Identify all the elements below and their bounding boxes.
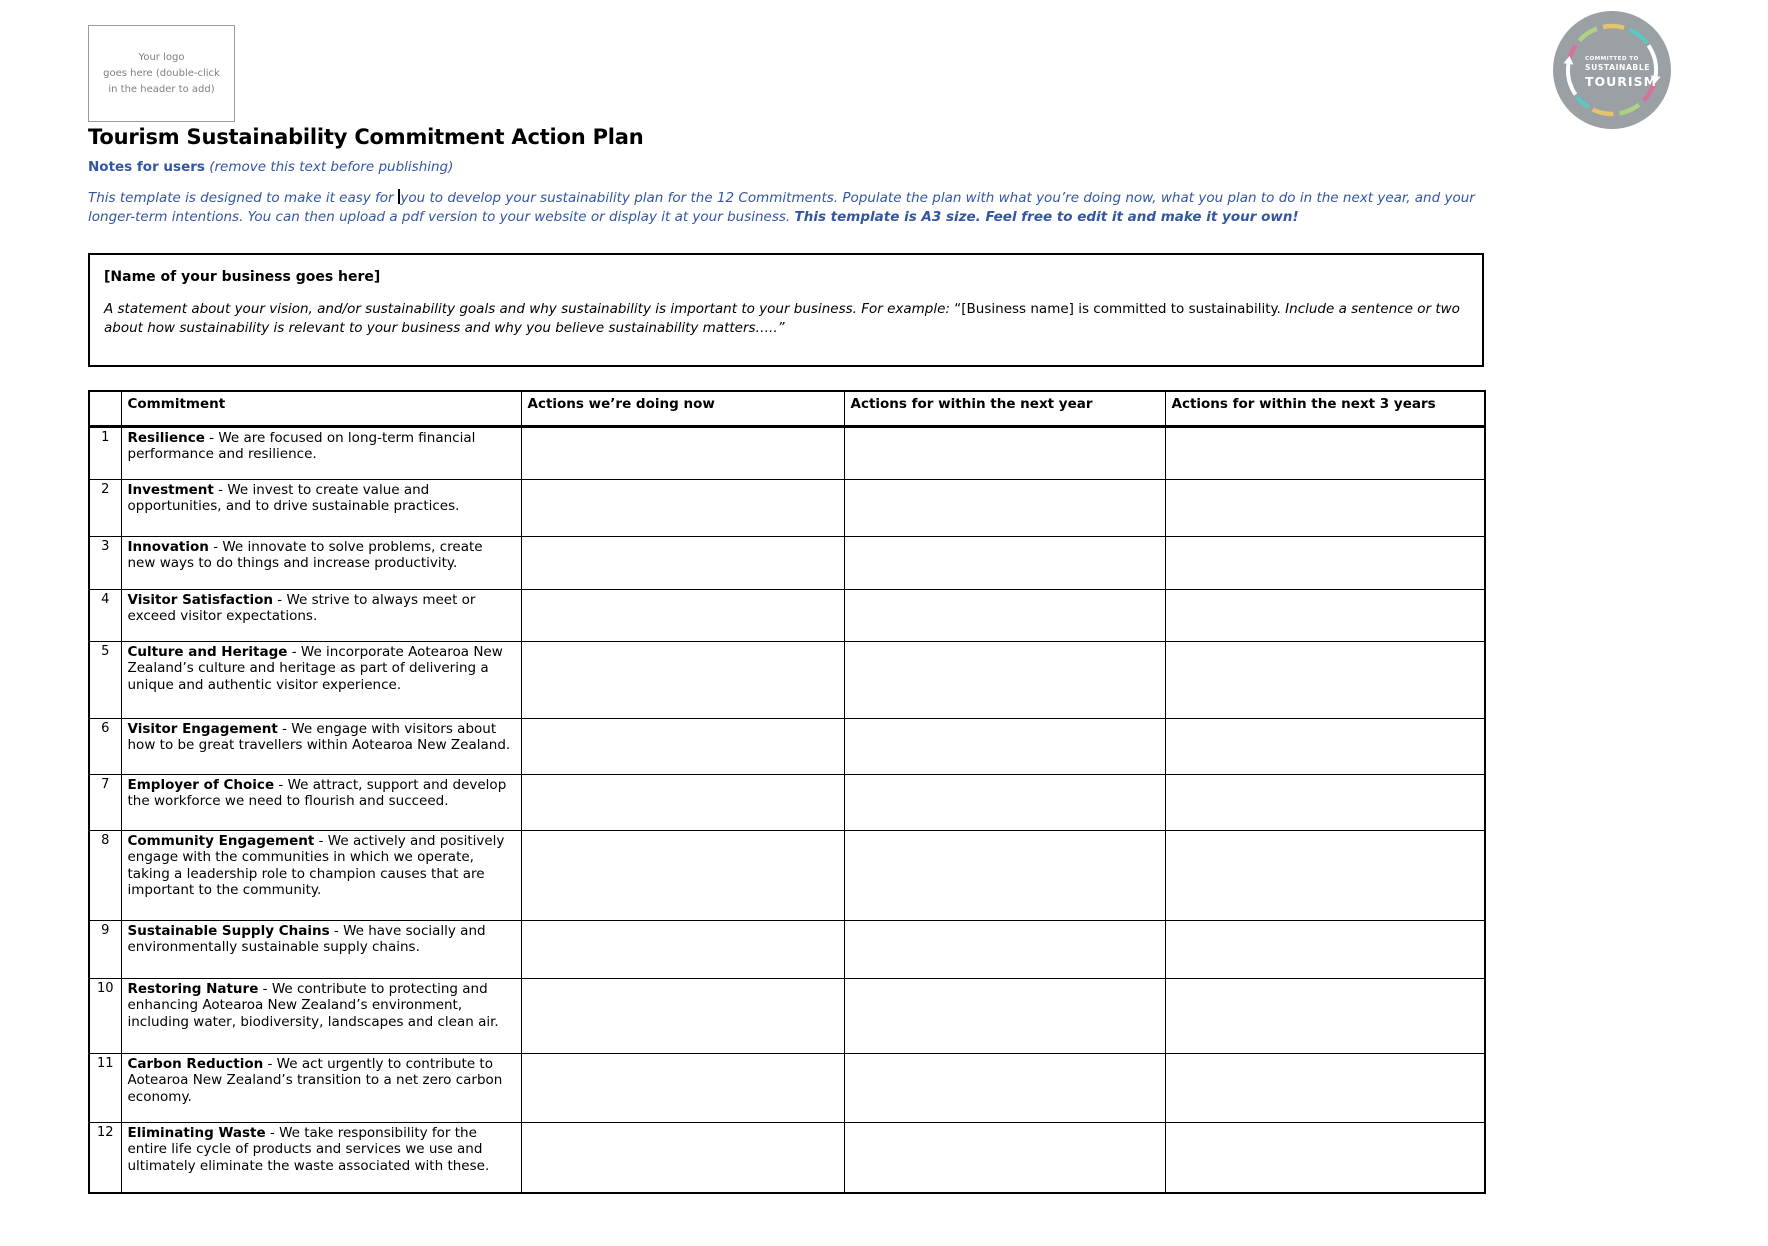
logo-placeholder-text-line2: goes here (double-click (103, 67, 220, 79)
table-row (89, 1122, 1485, 1193)
actions-now-cell[interactable] (521, 1122, 844, 1193)
sustainable-tourism-logo (1552, 10, 1672, 130)
commitment-desc: - We invest to create value and opportunities, and to drive sustainable practices. (127, 481, 460, 514)
table-row (89, 426, 1485, 479)
table-row (89, 536, 1485, 589)
commitment-desc: - We engage with visitors about how to be great travellers within Aotearoa New Zealand. (127, 720, 511, 753)
row-number: 6 (89, 718, 121, 774)
actions-next-year-cell[interactable] (844, 774, 1165, 830)
actions-3-years-cell[interactable] (1165, 1053, 1485, 1122)
commitment-cell (121, 920, 521, 978)
header-actions-next-year: Actions for within the next year (844, 391, 1165, 426)
table-row (89, 978, 1485, 1053)
statement-text-4: about how sustainability is relevant to your business and why you believe sustainability matters…..” (104, 320, 785, 336)
actions-now-cell[interactable] (521, 479, 844, 536)
badge-text-tourism: TOURISM (1585, 74, 1658, 89)
commitment-desc: - We strive to always meet or exceed visitor expectations. (127, 591, 476, 624)
row-number: 11 (89, 1053, 121, 1122)
commitment-cell (121, 589, 521, 641)
actions-3-years-cell[interactable] (1165, 589, 1485, 641)
commitment-desc: - We act urgently to contribute to Aotearoa New Zealand’s transition to a net zero carbon economy. (127, 1055, 503, 1105)
intro-text-bold: This template is A3 size. Feel free to edit it and make it your own! (794, 209, 1299, 225)
actions-3-years-cell[interactable] (1165, 830, 1485, 920)
statement-text-3: Include a sentence or two (1285, 301, 1460, 317)
commitment-term: Sustainable Supply Chains (127, 922, 330, 939)
table-row (89, 479, 1485, 536)
actions-next-year-cell[interactable] (844, 1122, 1165, 1193)
actions-3-years-cell[interactable] (1165, 978, 1485, 1053)
business-name-placeholder[interactable]: [Name of your business goes here] (104, 269, 381, 285)
row-number: 3 (89, 536, 121, 589)
intro-paragraph[interactable] (88, 189, 1718, 227)
badge-text-sustainable: SUSTAINABLE (1585, 63, 1651, 72)
actions-next-year-cell[interactable] (844, 479, 1165, 536)
actions-3-years-cell[interactable] (1165, 718, 1485, 774)
commitment-desc: - We are focused on long-term financial performance and resilience. (127, 429, 476, 462)
actions-next-year-cell[interactable] (844, 536, 1165, 589)
notes-label: Notes for users (88, 159, 205, 175)
row-number: 10 (89, 978, 121, 1053)
actions-now-cell[interactable] (521, 830, 844, 920)
commitment-cell (121, 718, 521, 774)
business-statement-box[interactable] (88, 253, 1484, 367)
actions-3-years-cell[interactable] (1165, 1122, 1485, 1193)
commitment-cell (121, 774, 521, 830)
commitment-desc: - We have socially and environmentally sustainable supply chains. (127, 922, 486, 955)
actions-3-years-cell[interactable] (1165, 774, 1485, 830)
row-number: 1 (89, 426, 121, 479)
commitment-term: Resilience (127, 429, 205, 446)
commitment-cell (121, 830, 521, 920)
actions-3-years-cell[interactable] (1165, 536, 1485, 589)
intro-text-3: longer-term intentions. You can then upload a pdf version to your website or display it at your business. (88, 209, 795, 225)
commitment-term: Investment (127, 481, 214, 498)
header-actions-3-years: Actions for within the next 3 years (1165, 391, 1485, 426)
commitment-term: Culture and Heritage (127, 643, 288, 660)
logo-placeholder-box[interactable] (88, 25, 235, 122)
commitments-table (88, 390, 1486, 1194)
actions-3-years-cell[interactable] (1165, 920, 1485, 978)
vision-statement-text[interactable] (104, 300, 1466, 338)
commitment-desc: - We contribute to protecting and enhancing Aotearoa New Zealand’s environment, including water, biodiversity, landscapes and clean air. (127, 980, 499, 1030)
actions-3-years-cell[interactable] (1165, 479, 1485, 536)
commitment-cell (121, 1053, 521, 1122)
table-row (89, 641, 1485, 718)
commitment-cell (121, 426, 521, 479)
table-row (89, 718, 1485, 774)
actions-now-cell[interactable] (521, 641, 844, 718)
actions-next-year-cell[interactable] (844, 978, 1165, 1053)
commitment-term: Community Engagement (127, 832, 315, 849)
intro-text-1: This template is designed to make it easy for (88, 190, 398, 206)
commitment-term: Visitor Satisfaction (127, 591, 273, 608)
intro-text-2: you to develop your sustainability plan for the 12 Commitments. Populate the plan with what you’re doing now, what you plan to do in the next year, and your (400, 190, 1475, 206)
actions-3-years-cell[interactable] (1165, 426, 1485, 479)
table-row (89, 830, 1485, 920)
actions-3-years-cell[interactable] (1165, 641, 1485, 718)
commitment-desc: - We actively and positively engage with the communities in which we operate, taking a leadership role to champion causes that are important to the community. (127, 832, 505, 898)
row-number: 7 (89, 774, 121, 830)
row-number: 5 (89, 641, 121, 718)
actions-next-year-cell[interactable] (844, 641, 1165, 718)
logo-placeholder-text-line3: in the header to add) (108, 83, 215, 95)
commitment-cell (121, 479, 521, 536)
actions-next-year-cell[interactable] (844, 830, 1165, 920)
commitment-cell (121, 978, 521, 1053)
page-title: Tourism Sustainability Commitment Action Plan (88, 125, 644, 149)
notes-for-users-line[interactable] (88, 159, 453, 175)
commitment-cell (121, 1122, 521, 1193)
actions-now-cell[interactable] (521, 589, 844, 641)
actions-now-cell[interactable] (521, 718, 844, 774)
actions-now-cell[interactable] (521, 1053, 844, 1122)
actions-now-cell[interactable] (521, 978, 844, 1053)
table-row (89, 774, 1485, 830)
row-number: 2 (89, 479, 121, 536)
actions-next-year-cell[interactable] (844, 589, 1165, 641)
actions-next-year-cell[interactable] (844, 920, 1165, 978)
row-number: 9 (89, 920, 121, 978)
table-row (89, 920, 1485, 978)
commitment-term: Eliminating Waste (127, 1124, 266, 1141)
table-row (89, 589, 1485, 641)
commitment-cell (121, 536, 521, 589)
badge-text-committed-to: COMMITTED TO (1585, 56, 1639, 62)
actions-now-cell[interactable] (521, 774, 844, 830)
actions-now-cell[interactable] (521, 426, 844, 479)
commitment-desc: - We incorporate Aotearoa New Zealand’s culture and heritage as part of delivering a unique and authentic visitor experience. (127, 643, 503, 693)
actions-next-year-cell[interactable] (844, 718, 1165, 774)
commitment-term: Carbon Reduction (127, 1055, 264, 1072)
commitment-term: Restoring Nature (127, 980, 259, 997)
notes-hint: (remove this text before publishing) (204, 159, 454, 175)
commitment-desc: - We innovate to solve problems, create new ways to do things and increase productivity. (127, 538, 483, 571)
commitment-desc: - We attract, support and develop the workforce we need to flourish and succeed. (127, 776, 507, 809)
actions-next-year-cell[interactable] (844, 426, 1165, 479)
logo-placeholder-text-line1: Your logo (138, 51, 185, 63)
row-number: 12 (89, 1122, 121, 1193)
header-commitment: Commitment (121, 391, 521, 426)
commitment-term: Visitor Engagement (127, 720, 278, 737)
statement-text-2: “[Business name] is committed to sustainability. (954, 301, 1286, 317)
header-number-cell (89, 391, 121, 426)
commitment-term: Employer of Choice (127, 776, 275, 793)
table-header-row (89, 391, 1485, 426)
row-number: 8 (89, 830, 121, 920)
row-number: 4 (89, 589, 121, 641)
statement-text-1: A statement about your vision, and/or sustainability goals and why sustainability is important to your business. For example: (104, 301, 955, 317)
table-row (89, 1053, 1485, 1122)
actions-now-cell[interactable] (521, 920, 844, 978)
commitment-term: Innovation (127, 538, 209, 555)
actions-next-year-cell[interactable] (844, 1053, 1165, 1122)
commitment-desc: - We take responsibility for the entire life cycle of products and services we use and ultimately eliminate the waste associated with these. (127, 1124, 490, 1174)
ring-segment (1603, 26, 1624, 28)
commitment-cell (121, 641, 521, 718)
header-actions-now: Actions we’re doing now (521, 391, 844, 426)
actions-now-cell[interactable] (521, 536, 844, 589)
